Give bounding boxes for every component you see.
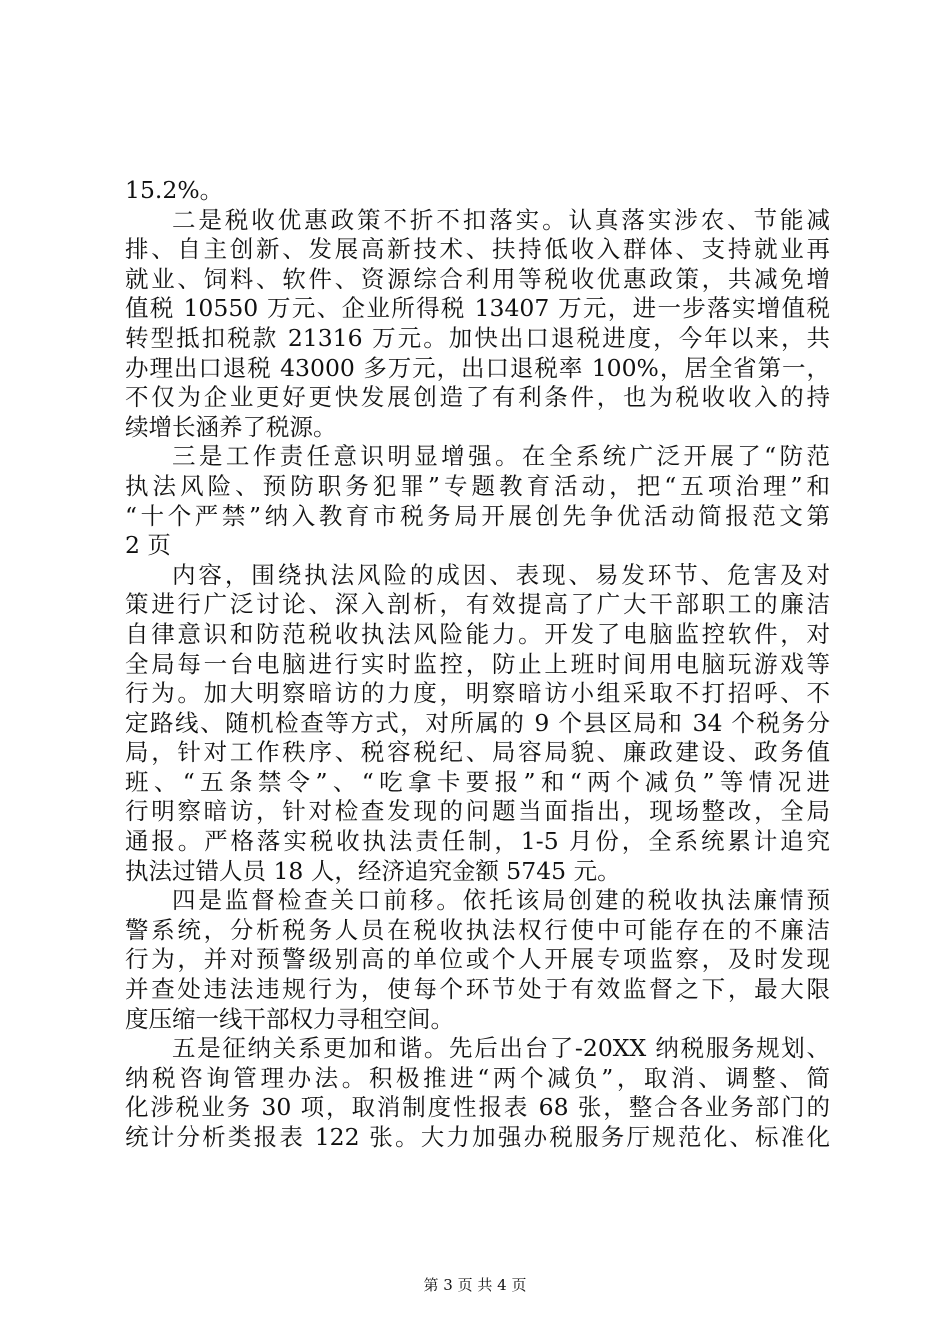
text-line: 转型抵扣税款 21316 万元。加快出口退税进度，今年以来，共 (125, 323, 830, 352)
text-line: 内容，围绕执法风险的成因、表现、易发环节、危害及对 (172, 560, 830, 589)
text-line: 局，针对工作秩序、税容税纪、局容局貌、廉政建设、政务值 (125, 738, 830, 767)
text-line: 全局每一台电脑进行实时监控，防止上班时间用电脑玩游戏等 (125, 649, 830, 678)
text-line: 班、“五条禁令”、“吃拿卡要报”和“两个减负”等情况进 (125, 767, 830, 796)
text-line: 排、自主创新、发展高新技术、扶持低收入群体、支持就业再 (125, 235, 830, 264)
text-line: “十个严禁”纳入教育市税务局开展创先争优活动简报范文第 (125, 501, 830, 530)
text-line: 15.2%。 (125, 176, 224, 204)
text-line: 度压缩一线干部权力寻租空间。 (125, 1004, 454, 1033)
text-line: 统计分析类报表 122 张。大力加强办税服务厅规范化、标准化 (125, 1123, 830, 1151)
text-line: 并查处违法违规行为，使每个环节处于有效监督之下，最大限 (125, 975, 830, 1004)
text-line: 不仅为企业更好更快发展创造了有利条件，也为税收收入的持 (125, 383, 830, 412)
text-line: 行为。加大明察暗访的力度，明察暗访小组采取不打招呼、不 (125, 679, 830, 708)
text-line: 五是征纳关系更加和谐。先后出台了-20XX 纳税服务规划、 (172, 1034, 830, 1063)
text-line: 执法过错人员 18 人，经济追究金额 5745 元。 (125, 856, 621, 885)
text-line: 就业、饲料、软件、资源综合利用等税收优惠政策，共减免增 (125, 264, 830, 293)
text-line: 2 页 (125, 531, 171, 560)
text-line: 二是税收优惠政策不折不扣落实。认真落实涉农、节能减 (172, 205, 830, 234)
text-line: 四是监督检查关口前移。依托该局创建的税收执法廉情预 (172, 886, 830, 915)
text-line: 化涉税业务 30 项，取消制度性报表 68 张，整合各业务部门的 (125, 1093, 830, 1122)
text-line: 自律意识和防范税收执法风险能力。开发了电脑监控软件，对 (125, 619, 830, 648)
text-line: 定路线、随机检查等方式，对所属的 9 个县区局和 34 个税务分 (125, 708, 830, 737)
text-line: 执法风险、预防职务犯罪”专题教育活动，把“五项治理”和 (125, 471, 830, 500)
text-line: 办理出口退税 43000 多万元，出口退税率 100%，居全省第一， (125, 353, 830, 382)
text-line: 行明察暗访，针对检查发现的问题当面指出，现场整改，全局 (125, 797, 830, 826)
text-line: 纳税咨询管理办法。积极推进“两个减负”，取消、调整、简 (125, 1063, 830, 1092)
text-line: 通报。严格落实税收执法责任制，1-5 月份，全系统累计追究 (125, 827, 830, 856)
text-line: 值税 10550 万元、企业所得税 13407 万元，进一步落实增值税 (125, 294, 830, 323)
text-line: 三是工作责任意识明显增强。在全系统广泛开展了“防范 (172, 442, 830, 471)
text-line: 续增长涵养了税源。 (125, 412, 337, 441)
text-line: 策进行广泛讨论、深入剖析，有效提高了广大干部职工的廉洁 (125, 590, 830, 619)
body-text (125, 176, 830, 1153)
text-line: 警系统，分析税务人员在税收执法权行使中可能存在的不廉洁 (125, 915, 830, 944)
page-footer: 第 3 页 共 4 页 (423, 1276, 527, 1294)
text-line: 行为，并对预警级别高的单位或个人开展专项监察，及时发现 (125, 945, 830, 974)
